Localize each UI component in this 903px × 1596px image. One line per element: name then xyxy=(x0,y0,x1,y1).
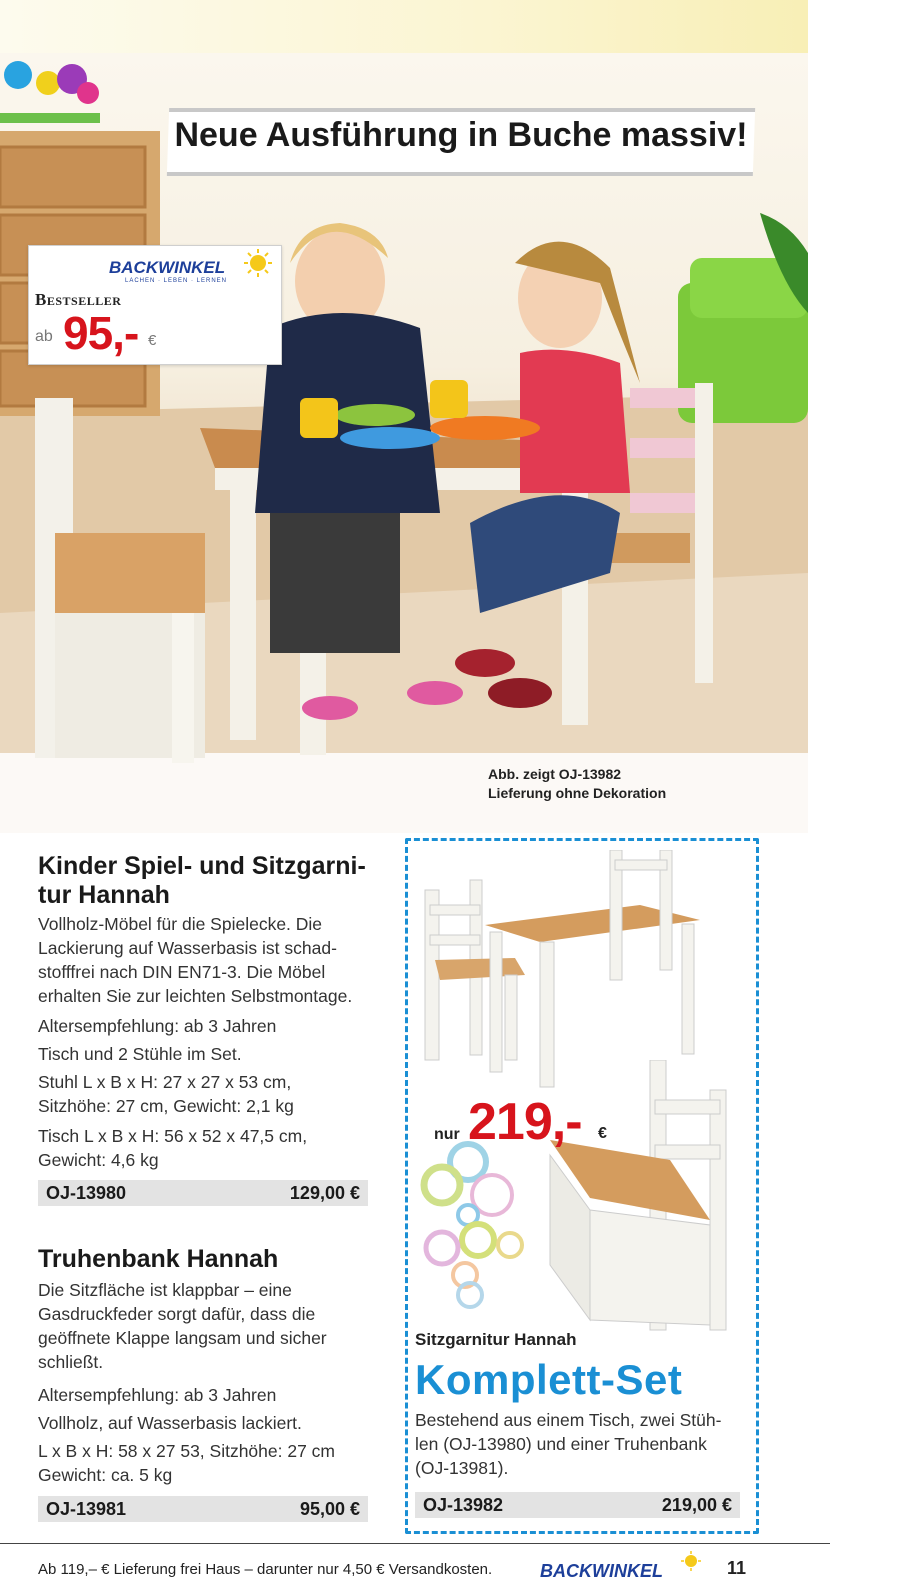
bestseller-price: 95,- xyxy=(63,307,139,359)
set-description xyxy=(415,1408,735,1480)
description-line: Bestehend aus einem Tisch, zwei Stüh- xyxy=(415,1410,722,1430)
top-color-band xyxy=(0,0,808,53)
product-spec: Gewicht: ca. 5 kg xyxy=(38,1465,173,1485)
sun-icon xyxy=(680,1550,702,1572)
set-title: Komplett-Set xyxy=(415,1356,683,1403)
description-line: Lackierung auf Wasserbasis ist schad- xyxy=(38,938,337,958)
price-prefix: ab xyxy=(35,328,53,345)
sku-price: 219,00 € xyxy=(661,1495,732,1515)
footer-divider xyxy=(0,1543,830,1544)
product-spec: Tisch und 2 Stühle im Set. xyxy=(38,1044,242,1064)
description-line: (OJ-13981). xyxy=(415,1458,509,1478)
description-line: Vollholz-Möbel für die Spielecke. Die xyxy=(38,914,323,934)
description-line: stofffrei nach DIN EN71-3. Die Möbel xyxy=(38,962,326,982)
product-title-line: tur Hannah xyxy=(38,881,170,909)
headline-text: Neue Ausführung in Buche massiv! xyxy=(174,116,748,154)
spec-line: Gewicht: 4,6 kg xyxy=(38,1150,159,1170)
product-title-line: Truhenbank Hannah xyxy=(38,1245,279,1273)
set-price-prefix: nur xyxy=(434,1126,460,1143)
sun-icon xyxy=(243,248,273,278)
footer-brand-logo: BACKWINKEL xyxy=(540,1561,663,1581)
product-title xyxy=(38,1245,278,1274)
sku-price: 95,00 € xyxy=(299,1499,360,1519)
description-line: geöffnete Klappe langsam und sicher xyxy=(38,1328,327,1348)
description-line: Gasdruckfeder sorgt dafür, dass die xyxy=(38,1304,316,1324)
product-spec xyxy=(38,1070,294,1118)
description-line: erhalten Sie zur leichten Selbstmontage. xyxy=(38,986,353,1006)
brand-logo: BACKWINKEL xyxy=(109,258,226,277)
description-line: len (OJ-13980) und einer Truhenbank xyxy=(415,1434,707,1454)
bestseller-card xyxy=(28,245,282,365)
caption-line: Lieferung ohne Dekoration xyxy=(488,785,667,801)
product-spec xyxy=(38,1124,307,1172)
product-title xyxy=(38,852,366,910)
sku-price-bar xyxy=(38,1180,368,1206)
brand-tagline: LACHEN · LEBEN · LERNEN xyxy=(125,278,228,284)
sku-number: OJ-13980 xyxy=(46,1183,127,1203)
product-description xyxy=(38,912,352,1008)
product-spec: L x B x H: 58 x 27 53, Sitzhöhe: 27 cm xyxy=(38,1441,336,1461)
sku-price-bar xyxy=(38,1496,368,1522)
product-spec: Vollholz, auf Wasserbasis lackiert. xyxy=(38,1413,302,1433)
sku-price-bar xyxy=(415,1492,740,1518)
description-line: schließt. xyxy=(38,1352,104,1372)
set-subtitle: Sitzgarnitur Hannah xyxy=(415,1330,577,1349)
set-price: 219,- xyxy=(468,1093,582,1151)
sku-number: OJ-13981 xyxy=(46,1499,127,1519)
spec-line: Sitzhöhe: 27 cm, Gewicht: 2,1 kg xyxy=(38,1096,294,1116)
set-currency: € xyxy=(598,1125,607,1142)
spec-line: Tisch L x B x H: 56 x 52 x 47,5 cm, xyxy=(38,1126,308,1146)
page-number: 11 xyxy=(727,1558,747,1578)
spec-line: Stuhl L x B x H: 27 x 27 x 53 cm, xyxy=(38,1072,292,1092)
headline-banner xyxy=(168,108,754,176)
sku-number: OJ-13982 xyxy=(423,1495,504,1515)
photo-caption xyxy=(488,765,666,803)
sku-price: 129,00 € xyxy=(289,1183,360,1203)
bestseller-label: Bestseller xyxy=(35,290,122,309)
caption-line: Abb. zeigt OJ-13982 xyxy=(488,766,622,782)
product-spec: Altersempfehlung: ab 3 Jahren xyxy=(38,1016,277,1036)
product-spec: Altersempfehlung: ab 3 Jahren xyxy=(38,1385,277,1405)
bestseller-currency: € xyxy=(148,332,157,349)
product-description xyxy=(38,1278,327,1374)
description-line: Die Sitzfläche ist klappbar – eine xyxy=(38,1280,292,1300)
decorative-circles xyxy=(420,1140,530,1310)
footer-shipping-text: Ab 119,– € Lieferung frei Haus – darunter nur 4,50 € Versandkosten. xyxy=(38,1561,493,1578)
product-title-line: Kinder Spiel- und Sitzgarni- xyxy=(38,852,366,880)
